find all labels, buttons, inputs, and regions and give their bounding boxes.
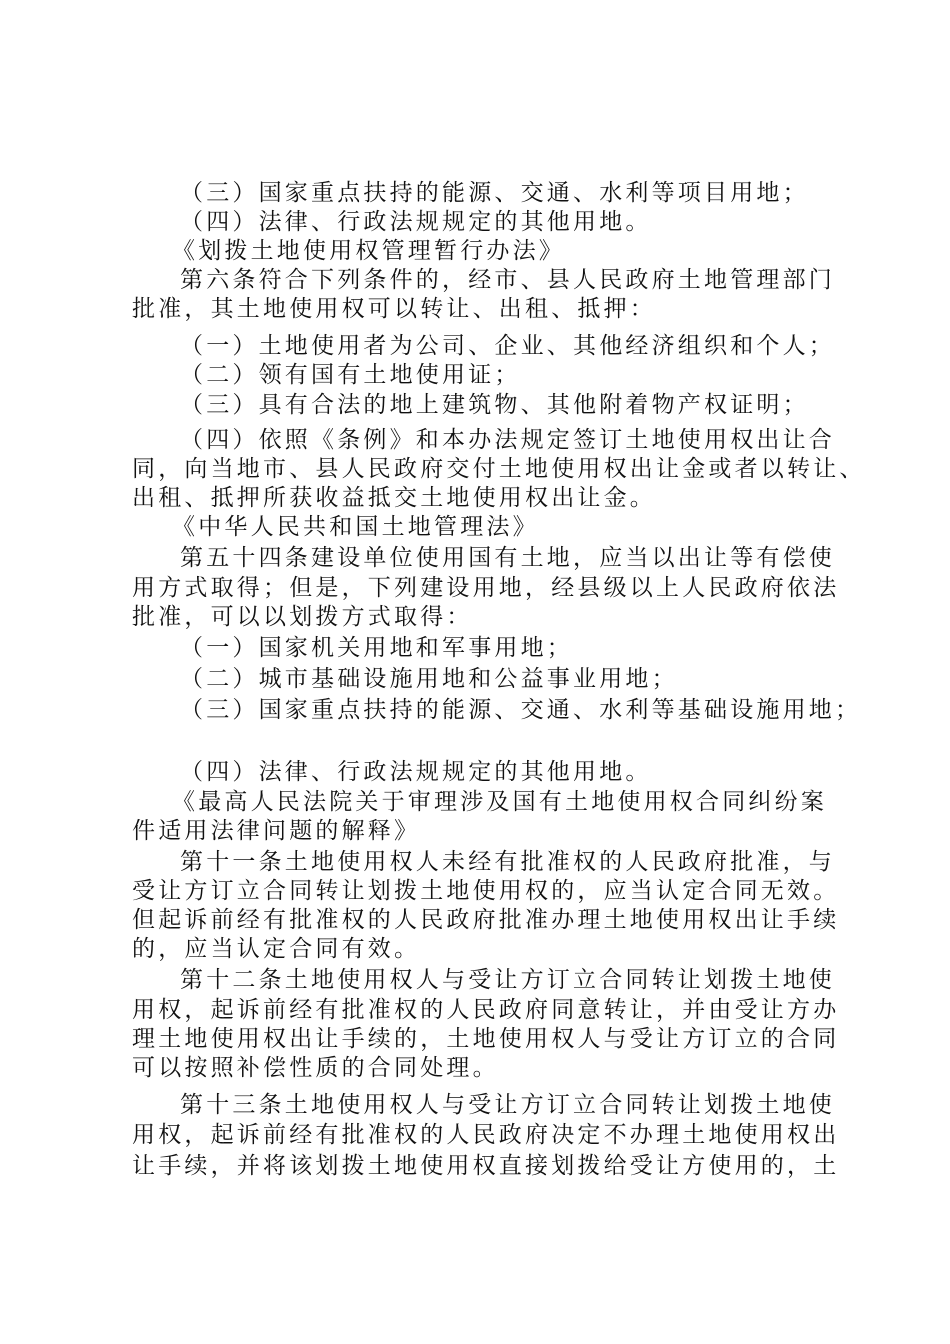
text-line: 第十三条土地使用权人与受让方订立合同转让划拨土地使	[180, 1092, 835, 1118]
text-line: 第十二条土地使用权人与受让方订立合同转让划拨土地使	[180, 967, 835, 993]
text-line: 用方式取得；但是，下列建设用地，经县级以上人民政府依法	[132, 575, 840, 601]
text-line: 批准，可以以划拨方式取得：	[132, 604, 473, 630]
text-line: 理土地使用权出让手续的，土地使用权人与受让方订立的合同	[132, 1026, 840, 1052]
text-line: （一）国家机关用地和军事用地；	[180, 635, 573, 661]
text-line: （四）依照《条例》和本办法规定签订土地使用权出让合	[180, 427, 835, 453]
text-line: 但起诉前经有批准权的人民政府批准办理土地使用权出让手续	[132, 907, 840, 933]
heading-line: 《中华人民共和国土地管理法》	[172, 514, 539, 540]
text-line: （三）国家重点扶持的能源、交通、水利等基础设施用地；	[180, 697, 862, 723]
text-line: 的，应当认定合同有效。	[132, 936, 421, 962]
text-line: （四）法律、行政法规规定的其他用地。	[180, 759, 652, 785]
text-line: （二）领有国有土地使用证；	[180, 362, 521, 388]
text-line: 批准，其土地使用权可以转让、出租、抵押：	[132, 296, 656, 322]
text-line: 第六条符合下列条件的，经市、县人民政府土地管理部门	[180, 267, 835, 293]
text-line: 用权，起诉前经有批准权的人民政府决定不办理土地使用权出	[132, 1122, 840, 1148]
text-line: （二）城市基础设施用地和公益事业用地；	[180, 666, 678, 692]
text-line: 出租、抵押所获收益抵交土地使用权出让金。	[132, 485, 656, 511]
text-line: 第十一条土地使用权人未经有批准权的人民政府批准，与	[180, 849, 835, 875]
heading-line: 《划拨土地使用权管理暂行办法》	[172, 238, 565, 264]
text-line: 第五十四条建设单位使用国有土地，应当以出让等有偿使	[180, 545, 835, 571]
text-line: （四）法律、行政法规规定的其他用地。	[180, 209, 652, 235]
text-line: （三）具有合法的地上建筑物、其他附着物产权证明；	[180, 392, 809, 418]
heading-line: 《最高人民法院关于审理涉及国有土地使用权合同纠纷案	[172, 789, 827, 815]
text-line: 让手续，并将该划拨土地使用权直接划拨给受让方使用的，土	[132, 1153, 840, 1179]
text-line: 受让方订立合同转让划拨土地使用权的，应当认定合同无效。	[132, 878, 840, 904]
text-line: 用权，起诉前经有批准权的人民政府同意转让，并由受让方办	[132, 997, 840, 1023]
text-line: （一）土地使用者为公司、企业、其他经济组织和个人；	[180, 333, 835, 359]
heading-line: 件适用法律问题的解释》	[132, 818, 421, 844]
text-line: 同，向当地市、县人民政府交付土地使用权出让金或者以转让、	[132, 456, 866, 482]
text-line: （三）国家重点扶持的能源、交通、水利等项目用地；	[180, 180, 809, 206]
text-line: 可以按照补偿性质的合同处理。	[132, 1055, 499, 1081]
